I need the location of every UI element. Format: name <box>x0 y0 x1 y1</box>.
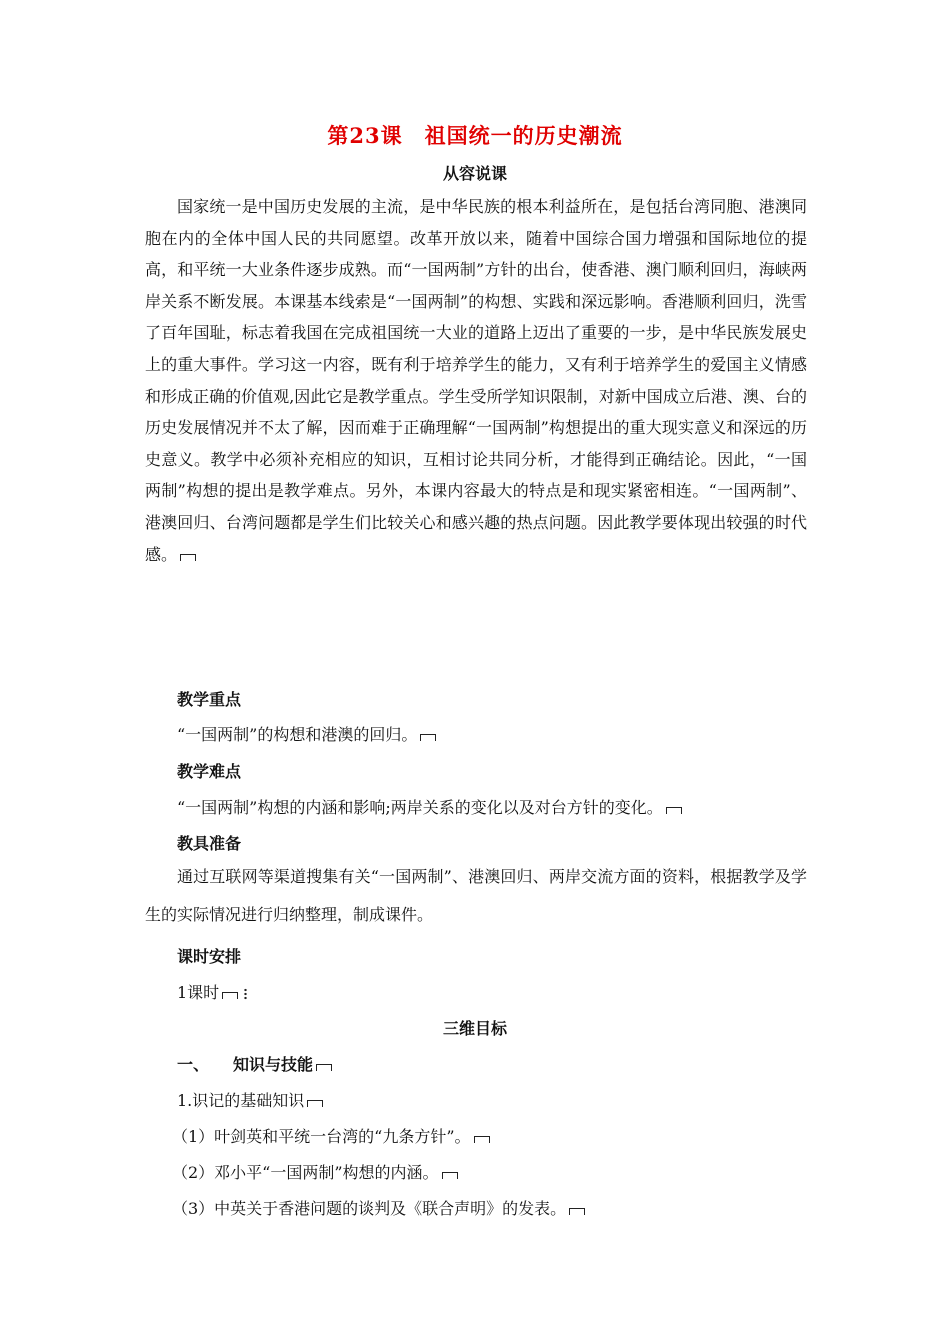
key-points-content: “一国两制”的构想和港澳的回归。 <box>177 725 418 744</box>
goal-point-text: （2）邓小平“一国两制”构想的内涵。 <box>172 1163 439 1182</box>
goal-point-1 <box>172 1124 490 1147</box>
paragraph-mark-icon <box>316 1064 332 1071</box>
goal-point-2 <box>172 1160 458 1183</box>
schedule-text <box>177 980 247 1003</box>
section-title-lesson-talk: 从容说课 <box>442 164 507 183</box>
goal-item-1 <box>177 1052 332 1075</box>
difficulty-text <box>177 795 682 818</box>
paragraph-mark-icon <box>474 1136 490 1143</box>
difficulty-heading: 教学难点 <box>177 762 242 781</box>
subgoal-text: 1.识记的基础知识 <box>177 1091 305 1110</box>
paragraph-mark-icon <box>442 1172 458 1179</box>
goal-point-3 <box>172 1196 585 1219</box>
lesson-title: 第23课 祖国统一的历史潮流 <box>327 123 623 148</box>
paragraph-mark-icon <box>666 807 682 814</box>
subgoal-1 <box>177 1088 323 1111</box>
goal-point-text: （1）叶剑英和平统一台湾的“九条方针”。 <box>172 1127 471 1146</box>
paragraph-mark-icon <box>180 554 196 561</box>
tools-paragraph: 通过互联网等渠道搜集有关“一国两制”、港澳回归、两岸交流方面的资料，根据教学及学生的实际情况进行归纳整理，制成课件。 <box>145 867 807 924</box>
paragraph-mark-icon <box>222 992 238 999</box>
paragraph-mark-icon <box>569 1208 585 1215</box>
key-points-text <box>177 722 436 745</box>
paragraph-mark-icon <box>420 734 436 741</box>
intro-paragraph <box>145 191 807 570</box>
three-dimensional-goals-heading: 三维目标 <box>442 1019 507 1038</box>
ellipsis-icon <box>244 988 247 1000</box>
difficulty-content: “一国两制”构想的内涵和影响;两岸关系的变化以及对台方针的变化。 <box>177 798 663 817</box>
key-points-heading: 教学重点 <box>177 690 242 709</box>
schedule-heading: 课时安排 <box>177 947 242 966</box>
goal-item-label: 知识与技能 <box>233 1055 314 1074</box>
intro-text: 国家统一是中国历史发展的主流，是中华民族的根本利益所在，是包括台湾同胞、港澳同胞在内的全体中国人民的共同愿望。改革开放以来，随着中国综合国力增强和国际地位的提高，和平统一大业条件逐步成熟。而“一国两制”方针的出台，使香港、澳门顺利回归，海峡两岸关系不断发展。本课基本线索是“一国两制”的构想、实践和深远影响。香港顺利回归，洗雪了百年国耻，标志着我国在完成祖国统一大业的道路上迈出了重要的一步，是中华民族发展史上的重大事件。学习这一内容，既有利于培养学生的能力，又有利于培养学生的爱国主义情感和形成正确的价值观,因此它是教学重点。学生受所学知识限制，对新中国成立后港、澳、台的历史发展情况并不太了解，因而难于正确理解“一国两制”构想提出的重大现实意义和深远的历史意义。教学中必须补充相应的知识，互相讨论共同分析，才能得到正确结论。因此，“一国两制”构想的提出是教学难点。另外，本课内容最大的特点是和现实紧密相连。“一国两制”、港澳回归、台湾问题都是学生们比较关心和感兴趣的热点问题。因此教学要体现出较强的时代感。 <box>145 197 807 564</box>
goal-item-number: 一、 <box>177 1055 210 1074</box>
goal-point-text: （3）中英关于香港问题的谈判及《联合声明》的发表。 <box>172 1199 567 1218</box>
paragraph-mark-icon <box>307 1100 323 1107</box>
tools-heading: 教具准备 <box>177 834 242 853</box>
schedule-content: 1课时 <box>177 983 220 1002</box>
